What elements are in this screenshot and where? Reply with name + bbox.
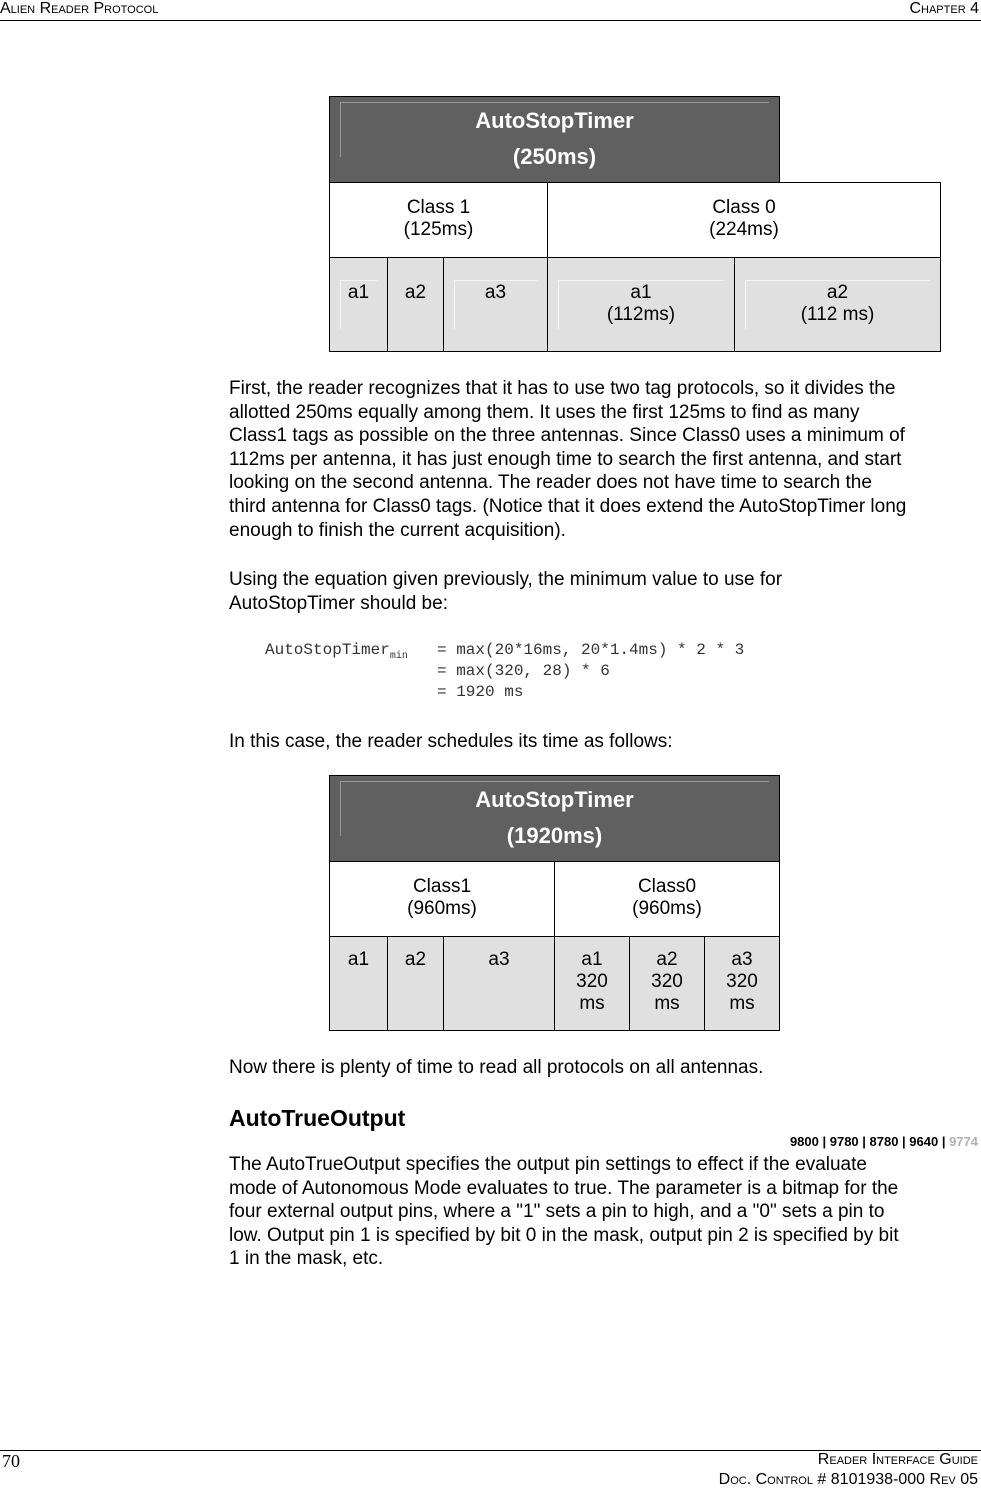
antenna-cell: a3 [443, 936, 555, 1031]
class-cell: Class 1 (125ms) [329, 182, 548, 258]
table-title: AutoStopTimer [475, 108, 634, 133]
table-title-cell [329, 775, 780, 862]
antenna-cell: a3 320 ms [704, 936, 780, 1031]
antenna-cell: a2 320 ms [629, 936, 705, 1031]
page-number: 70 [2, 1451, 20, 1471]
antenna-cell: a1 [329, 936, 388, 1031]
header-left: Alien Reader Protocol [0, 0, 159, 17]
antenna-cell: a1 320 ms [554, 936, 630, 1031]
antenna-cell: a2 [387, 936, 444, 1031]
table-title: AutoStopTimer [475, 787, 634, 812]
antenna-cell: a1 [329, 257, 388, 352]
paragraph-5: The AutoTrueOutput specifies the output pin settings to effect if the evaluate mode of Autonomous Mode evaluates to true. The parameter is a bitmap for the four external output pins, where a "1" sets a pin to high, and a "0" sets a pin to low. Output pin 1 is specified by bit 0 in the mask, output pin 2 is specified by bit 1 in the mask, etc. [229, 1154, 899, 1270]
antenna-cell: a1 (112ms) [547, 257, 735, 352]
footer-doc-control: Doc. Control # 8101938-000 Rev 05 [718, 1471, 978, 1488]
antenna-cell: a3 [443, 257, 548, 352]
antenna-cell: a2 (112 ms) [734, 257, 941, 352]
class-cell: Class0 (960ms) [554, 861, 780, 937]
header-right: Chapter 4 [909, 0, 979, 17]
header-rule [0, 20, 981, 21]
class-cell: Class 0 (224ms) [547, 182, 941, 258]
table-subtitle: (250ms) [512, 144, 597, 169]
table-subtitle: (1920ms) [506, 823, 603, 848]
class-cell: Class1 (960ms) [329, 861, 555, 937]
paragraph-2: Using the equation given previously, the minimum value to use for AutoStopTimer should be: [229, 569, 783, 614]
table-title-cell [329, 96, 780, 183]
equation-rhs: = max(20*16ms, 20*1.4ms) * 2 * 3 = max(320, 28) * 6 = 1920 ms [437, 641, 745, 701]
section-heading: AutoTrueOutput [229, 1105, 406, 1131]
model-list: 9800 | 9780 | 8780 | 9640 | 9774 [789, 1134, 978, 1149]
footer-title: Reader Interface Guide [817, 1451, 978, 1468]
paragraph-3: In this case, the reader schedules its time as follows: [229, 731, 673, 752]
equation-lhs: AutoStopTimer$_{min}$ [265, 641, 408, 663]
antenna-cell: a2 [387, 257, 444, 352]
paragraph-1: First, the reader recognizes that it has to use two tag protocols, so it divides the allotted 250ms equally among them. It uses the first 125ms to find as many Class1 tags as possible on the three antennas. Since Class0 uses a minimum of 112ms per antenna, it has just enough time to search the first antenna, and start looking on the second antenna. The reader does not have time to search the third antenna for Class0 tags. (Notice that it does extend the AutoStopTimer long enough to finish the current acquisition). [229, 378, 907, 541]
paragraph-4: Now there is plenty of time to read all protocols on all antennas. [229, 1057, 764, 1078]
